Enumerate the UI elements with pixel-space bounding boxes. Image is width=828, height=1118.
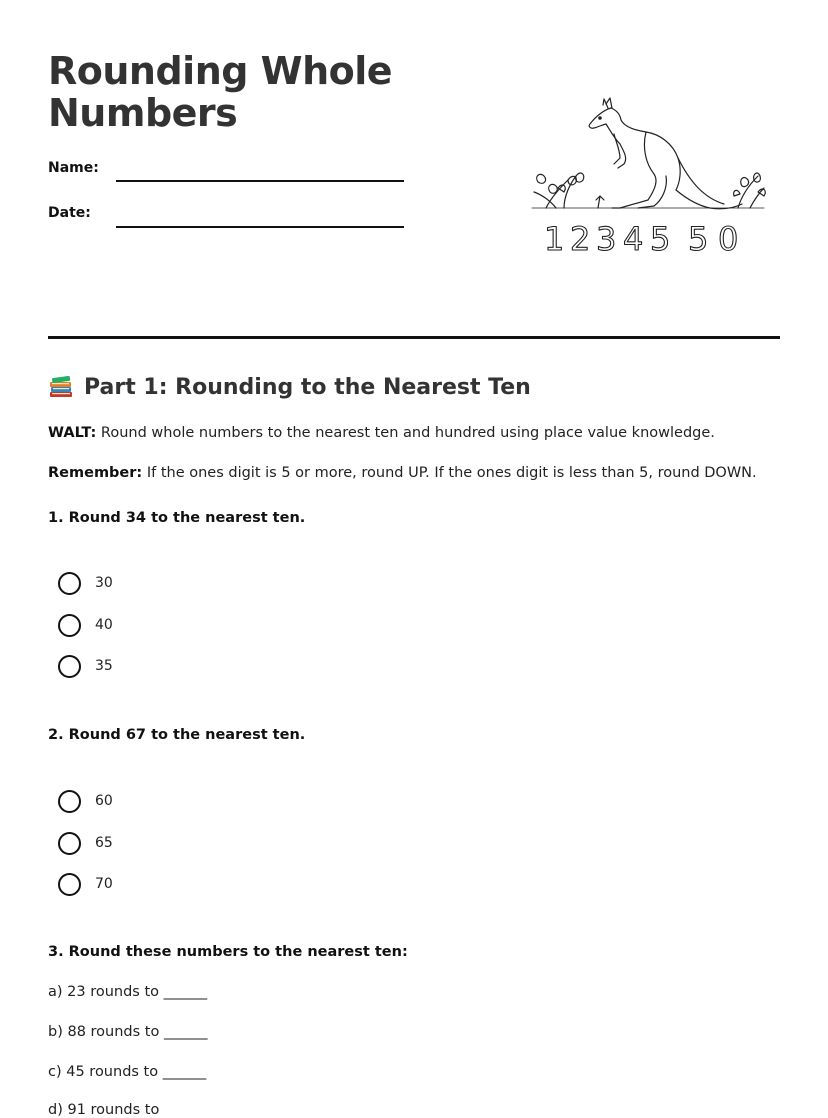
radio-button[interactable] <box>58 832 81 855</box>
question-2: 2. Round 67 to the nearest ten. <box>48 727 306 743</box>
radio-button[interactable] <box>58 572 81 595</box>
q2-option-2[interactable] <box>58 831 113 855</box>
q3-item-d: d) 91 rounds to <box>48 1102 160 1118</box>
walt-label: WALT: <box>48 425 97 441</box>
remember-paragraph <box>48 465 757 481</box>
radio-button[interactable] <box>58 655 81 678</box>
remember-label: Remember: <box>48 465 143 481</box>
q1-option-1[interactable] <box>58 571 113 595</box>
q3-item-a: a) 23 rounds to ______ <box>48 984 208 1000</box>
section-divider <box>48 336 780 339</box>
option-label: 65 <box>95 835 113 851</box>
option-label: 35 <box>95 658 113 674</box>
svg-text:0: 0 <box>718 220 739 258</box>
walt-paragraph <box>48 425 715 441</box>
option-label: 60 <box>95 793 113 809</box>
q3-item-b: b) 88 rounds to ______ <box>48 1024 208 1040</box>
svg-text:1: 1 <box>544 220 565 258</box>
kangaroo-illustration <box>528 96 768 258</box>
radio-button[interactable] <box>58 614 81 637</box>
radio-button[interactable] <box>58 873 81 896</box>
title-line-2: Numbers <box>48 91 238 135</box>
q2-option-1[interactable] <box>58 789 113 813</box>
name-label: Name: <box>48 160 99 176</box>
svg-text:3: 3 <box>596 220 617 258</box>
page-title <box>48 50 392 134</box>
q1-option-3[interactable] <box>58 654 113 678</box>
q3-item-c: c) 45 rounds to ______ <box>48 1064 207 1080</box>
books-icon <box>48 374 74 400</box>
svg-text:5: 5 <box>688 220 709 258</box>
option-label: 40 <box>95 617 113 633</box>
svg-text:4: 4 <box>623 220 644 258</box>
title-line-1: Rounding Whole <box>48 49 393 93</box>
walt-text: Round whole numbers to the nearest ten and hundred using place value knowledge. <box>96 425 715 441</box>
date-label: Date: <box>48 205 91 221</box>
remember-text: If the ones digit is 5 or more, round UP. If the ones digit is less than 5, round DOWN. <box>142 465 757 481</box>
option-label: 30 <box>95 575 113 591</box>
q1-option-2[interactable] <box>58 613 113 637</box>
svg-text:2: 2 <box>570 220 591 258</box>
radio-button[interactable] <box>58 790 81 813</box>
question-1: 1. Round 34 to the nearest ten. <box>48 510 306 526</box>
name-field-line[interactable] <box>116 180 404 182</box>
part1-heading-text: Part 1: Rounding to the Nearest Ten <box>84 374 531 400</box>
part1-heading <box>48 374 531 400</box>
q2-option-3[interactable] <box>58 872 113 896</box>
question-3: 3. Round these numbers to the nearest ten: <box>48 944 408 960</box>
svg-text:5: 5 <box>650 220 671 258</box>
date-field-line[interactable] <box>116 226 404 228</box>
option-label: 70 <box>95 876 113 892</box>
